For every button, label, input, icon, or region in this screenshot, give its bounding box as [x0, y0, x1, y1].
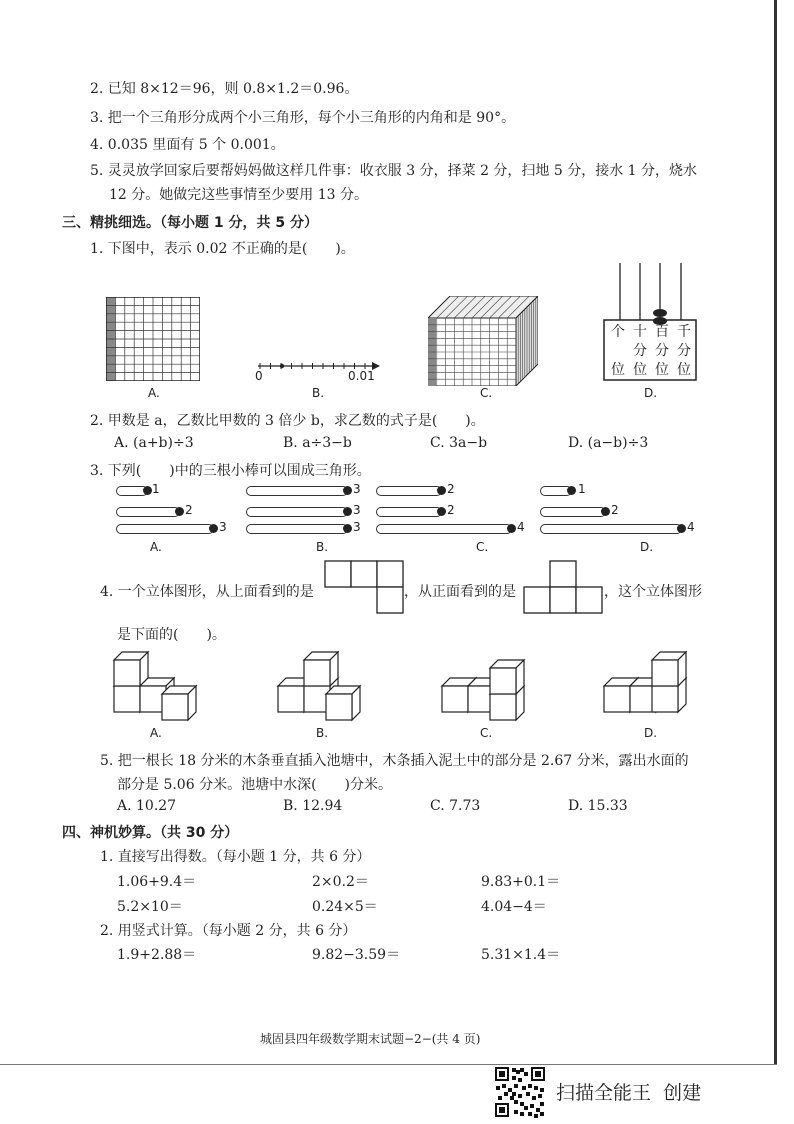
q5-option-d[interactable]: D. 15.33 [568, 798, 628, 814]
stick-b-1-num: 3 [353, 482, 361, 496]
q2-option-a[interactable]: A. (a+b)÷3 [114, 435, 194, 451]
q5-option-a[interactable]: A. 10.27 [117, 798, 177, 814]
stick-a-1 [116, 486, 148, 496]
stick-a-3-num: 3 [219, 520, 227, 534]
stick-b-3-num: 3 [353, 520, 361, 534]
stick-c-1-num: 2 [447, 482, 455, 496]
scan-edge-right [774, 0, 777, 1065]
q3-option-d[interactable]: D. [640, 540, 654, 554]
q4-option-c[interactable]: C. [480, 726, 493, 740]
vertical-item-2: 9.82−3.59＝ [312, 947, 401, 963]
stick-b-1 [246, 486, 348, 496]
stick-d-1 [540, 486, 572, 496]
q2-text: 2. 甲数是 a，乙数比甲数的 3 倍少 b，求乙数的式子是( )。 [90, 413, 485, 429]
stick-d-3 [540, 524, 682, 534]
q4-solid-b [276, 646, 368, 722]
q2-option-b[interactable]: B. a÷3−b [283, 435, 352, 451]
section4-title: 四、神机妙算。（共 30 分） [62, 825, 239, 841]
numberline-end: 0.01 [348, 369, 375, 383]
stick-a-2-num: 2 [185, 503, 193, 517]
stick-b-2 [246, 507, 348, 517]
calc-item-1: 1.06+9.4＝ [117, 874, 197, 890]
q4-text-2: ，从正面看到的是 [404, 584, 516, 600]
qr-code-icon [494, 1066, 546, 1118]
q2-option-d[interactable]: D. (a−b)÷3 [568, 435, 649, 451]
stick-a-3 [116, 524, 214, 534]
judge-item-4: 4. 0.035 里面有 5 个 0.001。 [90, 137, 285, 153]
q1-option-d[interactable]: D. [644, 386, 658, 400]
q4-text-4: 是下面的( )。 [117, 627, 226, 643]
q5-text-2: 部分是 5.06 分米。池塘中水深( )分米。 [117, 777, 392, 793]
sub1-text: 1. 直接写出得数。（每小题 1 分，共 6 分） [100, 849, 371, 865]
section3-title: 三、精挑细选。（每小题 1 分，共 5 分） [62, 215, 318, 231]
stick-d-2 [540, 507, 606, 517]
calc-item-3: 9.83+0.1＝ [481, 874, 561, 890]
q4-option-a[interactable]: A. [150, 726, 162, 740]
judge-item-3: 3. 把一个三角形分成两个小三角形，每个小三角形的内角和是 90°。 [90, 110, 516, 126]
q5-option-b[interactable]: B. 12.94 [283, 798, 343, 814]
vertical-item-1: 1.9+2.88＝ [117, 947, 197, 963]
stick-d-2-num: 2 [611, 503, 619, 517]
q1-cube-figure [428, 296, 538, 386]
calc-item-2: 2×0.2＝ [312, 874, 369, 890]
watermark-text: 扫描全能王 创建 [556, 1082, 702, 1104]
stick-d-1-num: 1 [578, 482, 586, 496]
q4-option-d[interactable]: D. [644, 726, 658, 740]
q4-option-b[interactable]: B. [316, 726, 329, 740]
q5-text-1: 5. 把一根长 18 分米的木条垂直插入池塘中，木条插入泥土中的部分是 2.67 分米，露出水面的 [100, 753, 689, 769]
stick-b-3 [246, 524, 348, 534]
judge-item-2: 2. 已知 8×12＝96，则 0.8×1.2＝0.96。 [90, 81, 359, 97]
calc-item-5: 0.24×5＝ [312, 899, 378, 915]
page-footer: 城固县四年级数学期末试题−2−(共 4 页) [260, 1032, 481, 1046]
scan-edge-bottom [0, 1064, 777, 1065]
stick-c-1 [376, 486, 442, 496]
stick-b-2-num: 3 [353, 503, 361, 517]
calc-item-6: 4.04−4＝ [481, 899, 547, 915]
calc-item-4: 5.2×10＝ [117, 899, 183, 915]
stick-c-3-num: 4 [517, 520, 525, 534]
q3-text: 3. 下列( )中的三根小棒可以围成三角形。 [90, 463, 371, 479]
q4-top-view [324, 560, 404, 616]
q5-option-c[interactable]: C. 7.73 [430, 798, 481, 814]
stick-c-3 [376, 524, 512, 534]
q4-solid-d [602, 646, 694, 722]
judge-item-5-cont: 12 分。她做完这些事情至少要用 13 分。 [109, 187, 368, 203]
q4-solid-a [112, 646, 204, 722]
q3-option-a[interactable]: A. [150, 540, 162, 554]
q1-option-c[interactable]: C. [480, 386, 493, 400]
stick-a-1-num: 1 [152, 482, 160, 496]
q1-grid-figure [106, 297, 200, 381]
numberline-start: 0 [255, 369, 263, 383]
q4-text-1: 4. 一个立体图形，从上面看到的是 [100, 584, 314, 600]
q3-option-c[interactable]: C. [476, 540, 489, 554]
q1-text: 1. 下图中，表示 0.02 不正确的是( )。 [90, 241, 355, 257]
stick-c-2 [376, 507, 442, 517]
q2-option-c[interactable]: C. 3a−b [430, 435, 488, 451]
q1-option-b[interactable]: B. [312, 386, 325, 400]
stick-d-3-num: 4 [687, 520, 695, 534]
stick-c-2-num: 2 [447, 503, 455, 517]
q1-option-a[interactable]: A. [148, 386, 160, 400]
stick-a-2 [116, 507, 180, 517]
q4-solid-c [440, 646, 532, 722]
q4-front-view [522, 560, 604, 616]
q3-option-b[interactable]: B. [316, 540, 329, 554]
judge-item-5: 5. 灵灵放学回家后要帮妈妈做这样几件事：收衣服 3 分，择菜 2 分，扫地 5 分，接水 1 分，烧水 [90, 163, 698, 179]
abacus-labels: 个 十 百 千 分 分 分 位 位 位 位 [611, 324, 691, 378]
q4-text-3: ，这个立体图形 [604, 584, 702, 600]
sub2-text: 2. 用竖式计算。（每小题 2 分，共 6 分） [100, 923, 357, 939]
vertical-item-3: 5.31×1.4＝ [481, 947, 561, 963]
